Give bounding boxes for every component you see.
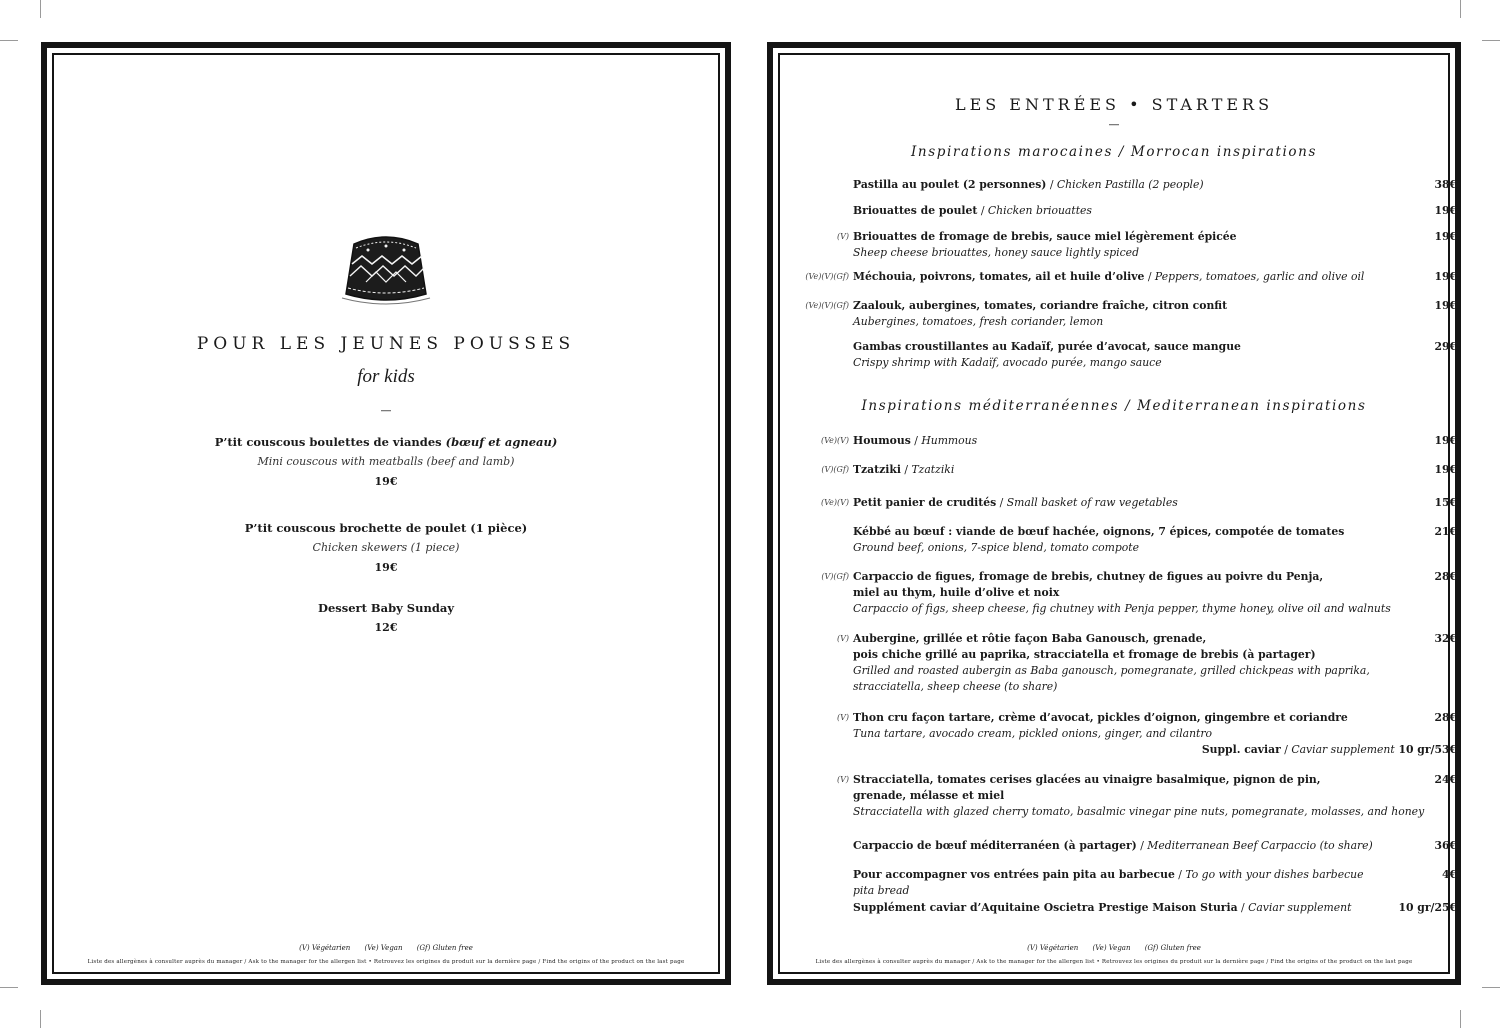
caviar-supplement [853, 742, 1457, 758]
item-separator: / [1136, 839, 1148, 852]
item-name-fr: Tzatziki [853, 463, 901, 476]
menu-item-name: P’tit couscous brochette de poulet (1 pièce) [244, 521, 528, 535]
item-separator: / [996, 496, 1007, 509]
crop-mark [1460, 1010, 1461, 1028]
item-separator: / [977, 204, 988, 217]
legend-vegetarian: (V) Végétarien [299, 944, 351, 952]
legend-vegan: (Ve) Vegan [364, 944, 403, 952]
crop-mark [1460, 0, 1461, 18]
diet-tag: (Ve)(V) [820, 436, 849, 445]
item-price: 32€ [1434, 632, 1457, 645]
menu-item [836, 229, 1457, 261]
page-title: LES ENTRÉES • STARTERS [954, 95, 1274, 114]
category-title: Inspirations marocaines / Morrocan inspirations [911, 144, 1317, 160]
menu-item [821, 462, 1457, 478]
item-name-fr: Gambas croustillantes au Kadaïf, purée d’avocat, sauce mangue [853, 340, 1241, 353]
item-name-fr: Stracciatella, tomates cerises glacées au vinaigre basalmique, pignon de pin, [853, 773, 1321, 786]
item-name-fr: Thon cru façon tartare, crème d’avocat, pickles d’oignon, gingembre et coriandre [853, 711, 1348, 724]
item-separator: / [1237, 901, 1249, 914]
diet-tag: (V) [836, 775, 849, 784]
item-name-en: Small basket of raw vegetables [1006, 496, 1178, 509]
item-name-fr: Zaalouk, aubergines, tomates, coriandre fraîche, citron confit [853, 299, 1228, 312]
diet-tag: (V) [836, 232, 849, 241]
menu-item [836, 631, 1457, 695]
item-name-en-line2: stracciatella, sheep cheese (to share) [853, 680, 1058, 693]
item-name-en: Chicken Pastilla (2 people) [1056, 178, 1204, 191]
item-name-en: Ground beef, onions, 7-spice blend, tomato compote [853, 541, 1139, 554]
page-inner-border [52, 53, 720, 974]
supplement-name-en: Caviar supplement [1291, 743, 1395, 756]
item-name-fr-line2: pois chiche grillé au paprika, stracciatella et fromage de brebis (à partager) [853, 648, 1316, 661]
diet-tag: (V)(Gf) [821, 465, 849, 474]
item-name-fr: Houmous [853, 434, 911, 447]
diet-tag: (Ve)(V)(Gf) [805, 272, 849, 281]
item-name-fr: Pastilla au poulet (2 personnes) [853, 178, 1047, 191]
menu-item-name-text: P’tit couscous boulettes de viandes [214, 435, 442, 449]
menu-item [853, 203, 1457, 219]
item-price: 24€ [1434, 773, 1457, 786]
item-separator: / [1046, 178, 1057, 191]
item-price: 36€ [1434, 839, 1457, 852]
diet-legend [47, 944, 725, 952]
item-name-fr: Carpaccio de figues, fromage de brebis, chutney de figues au poivre du Penja, [853, 570, 1324, 583]
item-name-en: Stracciatella with glazed cherry tomato, basalmic vinegar pine nuts, pomegranate, molasses, and honey [853, 805, 1425, 818]
menu-item-price: 12€ [374, 621, 398, 634]
menu-item [821, 569, 1457, 617]
item-name-fr-line2: grenade, mélasse et miel [853, 789, 1005, 802]
item-name-en: Aubergines, tomatoes, fresh coriander, lemon [853, 315, 1104, 328]
crop-mark [1482, 987, 1500, 988]
menu-item-price: 19€ [374, 475, 398, 488]
item-price: 38€ [1434, 178, 1457, 191]
diet-tag: (Ve)(V) [820, 498, 849, 507]
kids-menu-page [41, 42, 731, 985]
crop-mark [40, 1010, 41, 1028]
legend-gluten-free: (Gf) Gluten free [1144, 944, 1201, 952]
item-name-fr: Kébbé au bœuf : viande de bœuf hachée, oignons, 7 épices, compotée de tomates [853, 525, 1345, 538]
item-name-en: Crispy shrimp with Kadaïf, avocado purée, mango sauce [853, 356, 1162, 369]
item-separator: / [1144, 270, 1155, 283]
menu-item [853, 900, 1457, 916]
menu-item [805, 269, 1457, 285]
item-name-fr: Briouattes de fromage de brebis, sauce miel légèrement épicée [853, 230, 1237, 243]
page-subtitle: for kids [357, 366, 415, 387]
legend-vegetarian: (V) Végétarien [1027, 944, 1079, 952]
item-name-fr: Méchouia, poivrons, tomates, ail et huile d’olive [853, 270, 1145, 283]
legend-gluten-free: (Gf) Gluten free [416, 944, 473, 952]
crop-mark [1482, 40, 1500, 41]
divider-dash: — [380, 404, 392, 417]
item-name-en: Mediterranean Beef Carpaccio (to share) [1147, 839, 1373, 852]
item-price: 19€ [1434, 463, 1457, 476]
menu-item [853, 838, 1457, 854]
menu-item-price: 19€ [374, 561, 398, 574]
item-price: 29€ [1434, 340, 1457, 353]
menu-item [853, 867, 1457, 899]
menu-item-description: Chicken skewers (1 piece) [312, 541, 460, 554]
crop-mark [0, 987, 18, 988]
item-name-fr-line2: miel au thym, huile d’olive et noix [853, 586, 1060, 599]
crop-mark [40, 0, 41, 18]
menu-item [836, 710, 1457, 758]
item-price: 10 gr/25€ [1398, 901, 1457, 914]
item-separator: / [900, 463, 912, 476]
item-name-fr: Supplément caviar d’Aquitaine Oscietra Prestige Maison Sturia [853, 901, 1238, 914]
item-separator: / [1174, 868, 1186, 881]
supplement-price: 10 gr/53€ [1394, 743, 1457, 756]
item-name-fr: Pour accompagner vos entrées pain pita au barbecue [853, 868, 1175, 881]
diet-tag: (V)(Gf) [821, 572, 849, 581]
item-price: 19€ [1434, 434, 1457, 447]
item-name-en: Carpaccio of figs, sheep cheese, fig chutney with Penja pepper, thyme honey, olive oil and walnuts [853, 602, 1391, 615]
menu-item [820, 433, 1457, 449]
item-separator: / [910, 434, 922, 447]
diet-tag: (Ve)(V)(Gf) [805, 301, 849, 310]
diet-legend [773, 944, 1455, 952]
allergen-note: Liste des allergènes à consulter auprès du manager / Ask to the manager for the allergen list • Retrouvez les origines du produit sur la dernière page / Find the origins of the product on the last page [815, 959, 1413, 965]
diet-tag: (V) [836, 713, 849, 722]
menu-item [853, 524, 1457, 556]
item-name-en: Caviar supplement [1248, 901, 1352, 914]
item-price: 19€ [1434, 204, 1457, 217]
item-price: 4€ [1441, 868, 1457, 881]
diet-tag: (V) [836, 634, 849, 643]
item-name-en: Hummous [921, 434, 978, 447]
supplement-name-fr: Suppl. caviar [1201, 743, 1281, 756]
item-price: 19€ [1434, 299, 1457, 312]
item-name-en: Sheep cheese briouattes, honey sauce lightly spiced [853, 246, 1139, 259]
item-name-fr: Petit panier de crudités [853, 496, 997, 509]
menu-item-name-extra: (bœuf et agneau) [445, 435, 558, 449]
item-separator: / [1280, 743, 1292, 756]
starters-menu-page [767, 42, 1461, 985]
item-name-fr: Carpaccio de bœuf méditerranéen (à partager) [853, 839, 1137, 852]
allergen-note: Liste des allergènes à consulter auprès du manager / Ask to the manager for the allergen list • Retrouvez les origines du produit sur la dernière page / Find the origins of the product on the last page [87, 959, 685, 965]
category-title: Inspirations méditerranéennes / Mediterranean inspirations [861, 398, 1367, 414]
item-name-en: Peppers, tomatoes, garlic and olive oil [1154, 270, 1365, 283]
menu-item [805, 298, 1457, 330]
crop-mark [0, 40, 18, 41]
item-name-en: Grilled and roasted aubergin as Baba ganousch, pomegranate, grilled chickpeas with paprika, [853, 664, 1370, 677]
item-price: 21€ [1434, 525, 1457, 538]
item-name-en: Chicken briouattes [987, 204, 1092, 217]
menu-item-description: Mini couscous with meatballs (beef and lamb) [257, 455, 515, 468]
item-name-en: To go with your dishes barbecue pita bread [853, 868, 1364, 897]
divider-dash: — [1108, 118, 1120, 131]
item-price: 19€ [1434, 230, 1457, 243]
item-price: 15€ [1434, 496, 1457, 509]
item-name-fr: Aubergine, grillée et rôtie façon Baba Ganousch, grenade, [853, 632, 1207, 645]
item-name-fr: Briouattes de poulet [853, 204, 978, 217]
item-price: 28€ [1434, 711, 1457, 724]
item-name-en: Tuna tartare, avocado cream, pickled onions, ginger, and cilantro [853, 727, 1213, 740]
item-price: 28€ [1434, 570, 1457, 583]
item-name-en: Tzatziki [911, 463, 955, 476]
menu-item-name: Dessert Baby Sunday [317, 601, 455, 615]
menu-item [820, 495, 1457, 511]
menu-item [853, 177, 1457, 193]
menu-item [853, 339, 1457, 371]
menu-item-name [47, 435, 725, 449]
fez-hat-icon [336, 226, 436, 306]
legend-vegan: (Ve) Vegan [1092, 944, 1131, 952]
page-title: POUR LES JEUNES POUSSES [196, 334, 576, 354]
item-price: 19€ [1434, 270, 1457, 283]
menu-item [836, 772, 1457, 820]
